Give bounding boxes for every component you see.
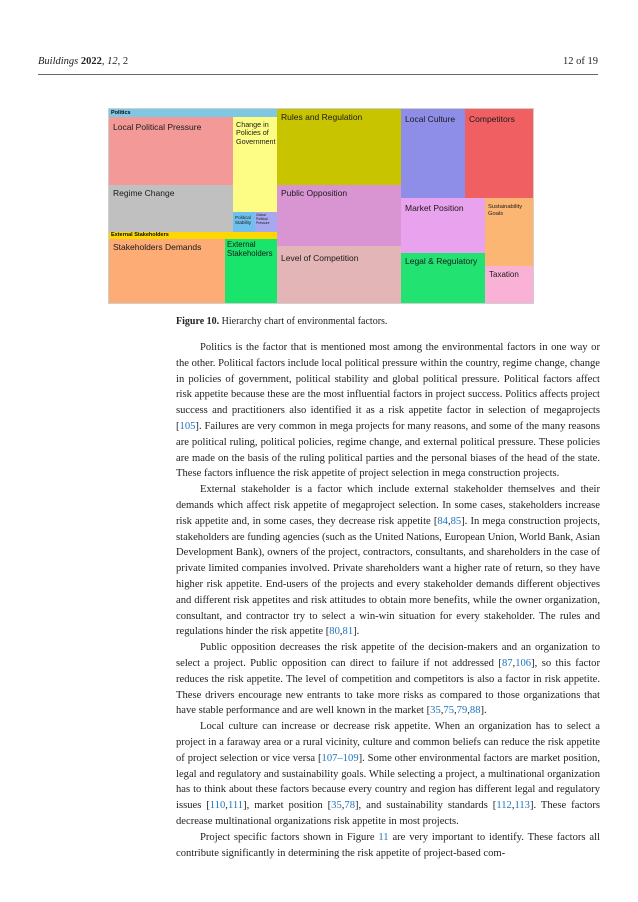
body-paragraph — [176, 340, 600, 482]
paragraph-text: , — [341, 800, 345, 812]
paragraph-text: , — [511, 800, 515, 812]
paragraph-text: ]. — [353, 626, 360, 638]
cell-regime-change: Regime Change — [109, 185, 233, 232]
cell-taxation: Taxation — [485, 266, 533, 303]
journal-citation: Buildings 2022, 12, 2 — [38, 56, 129, 67]
figure-caption — [176, 316, 387, 327]
cell-external-stakeholders: External Stakeholders — [225, 239, 277, 303]
citation-link[interactable]: 88 — [469, 705, 481, 717]
paragraph-text: ]. — [480, 705, 487, 717]
paragraph-text: , — [454, 705, 457, 717]
external-stakeholders-group-header: External Stakeholders — [109, 232, 277, 239]
running-header — [38, 56, 598, 72]
politics-group-header: Politics — [109, 109, 533, 117]
citation-link[interactable]: 35 — [331, 800, 342, 812]
paragraph-text: , — [339, 626, 343, 638]
paragraph-text: External stakeholder is a factor which include external stakeholder themselves and their demands which affect risk appetite of megaproject selection. In some cases, stakeholders increase risk appetite and, in some cases, they decrease risk appetite [ — [176, 484, 600, 527]
paragraph-text: Project specific factors shown in Figure — [200, 831, 379, 843]
citation-link[interactable]: 78 — [344, 800, 356, 812]
cell-local-political-pressure: Local Political Pressure — [109, 117, 233, 185]
cell-market-position: Market Position — [401, 198, 485, 253]
cell-public-opposition: Public Opposition — [277, 185, 401, 246]
citation-link[interactable]: 79 — [456, 705, 468, 717]
paragraph-text: , — [225, 800, 228, 812]
citation-link[interactable]: 75 — [443, 705, 454, 717]
body-paragraph — [176, 640, 600, 719]
cell-change-in-policies: Change in Policies of Government — [233, 117, 277, 212]
citation-link[interactable]: 113 — [514, 800, 530, 812]
body-paragraph — [176, 719, 600, 830]
paragraph-text: ], and sustainability standards [ — [355, 800, 497, 812]
paragraph-text: , — [440, 705, 444, 717]
citation-link[interactable]: 112 — [496, 800, 512, 812]
body-text — [176, 340, 600, 861]
cell-legal-and-regulatory: Legal & Regulatory — [401, 253, 485, 303]
paragraph-text: Politics is the factor that is mentioned most among the environmental factors in one way or the other. Political factors include local political pressure within the country, regime change, change in policies of government, political stability and global political pressure. Political factors affect risk appetite because these are the most influential factors in project success. Politics affects project success and practitioners also identified it as a risk appetite factor in selection of megaprojects [ — [176, 342, 600, 432]
citation-link[interactable]: 84 — [437, 515, 448, 527]
paragraph-text: , — [512, 657, 516, 669]
citation-link[interactable]: 111 — [227, 800, 244, 812]
paragraph-text: ]. In mega construction projects, stakeholders are funding agencies (such as the United Nations, European Union, World Bank, Asian Development Bank), owners of the project, contractors, consultants, and shareholders in the case of private limited companies involved. Private shareholders want a higher rate of return, so they have higher risk appetite. End-users of the projects and every stakeholder demands different objectives and different risk appetites and risk attitudes to obtain more benefits, while the owner organization, consultant, and contractor try to select a win-win situation for every stakeholder. The rules and regulations hinder the risk appetite [ — [176, 515, 600, 638]
citation-link[interactable]: 35 — [430, 705, 441, 717]
citation-link[interactable]: 80 — [329, 626, 340, 638]
body-paragraph — [176, 830, 600, 862]
cell-competitors: Competitors — [465, 109, 533, 198]
citation-link[interactable]: 87 — [501, 657, 513, 669]
figure-caption-text: Hierarchy chart of environmental factors. — [221, 316, 388, 327]
citation-link[interactable]: 110 — [209, 800, 226, 812]
cell-stakeholders-demands: Stakeholders Demands — [109, 239, 225, 303]
cell-sustainability-goals: Sustainability Goals — [485, 198, 533, 266]
citation-link[interactable]: 106 — [515, 657, 532, 669]
paragraph-text: , — [467, 705, 470, 717]
paragraph-text: ], so this factor reduces the risk appetite. The level of competition and competitors is also a factor in risk appetite. These drivers encourage new entrants to take more risks as compared to those organizations that have stable performance and are well known in the market [ — [176, 657, 600, 717]
paragraph-text: ]. These factors decrease multinational organizations risk appetite in most projects. — [176, 800, 600, 827]
cell-political-stability: Political Stability — [233, 212, 255, 232]
header-rule — [38, 74, 598, 75]
body-paragraph — [176, 482, 600, 640]
figure-label: Figure 10. — [176, 316, 220, 327]
citation-link[interactable]: 11 — [378, 831, 389, 843]
hierarchy-chart — [108, 108, 534, 304]
paragraph-text: ], market position [ — [243, 800, 332, 812]
paragraph-text: Public opposition decreases the risk appetite of the decision-makers and an organization to select a project. Public opposition can direct to failure if not addressed [ — [176, 642, 600, 669]
citation-link[interactable]: 85 — [450, 515, 462, 527]
page-number: 12 of 19 — [563, 56, 598, 67]
citation-link[interactable]: 81 — [342, 626, 354, 638]
paragraph-text: are very important to identify. These factors all contribute significantly in determining the risk appetite of project-based com- — [176, 831, 600, 859]
citation-link[interactable]: 105 — [179, 420, 196, 432]
cell-rules-and-regulation: Rules and Regulation — [277, 109, 401, 185]
citation-link[interactable]: 107–109 — [321, 752, 359, 764]
cell-level-of-competition: Level of Competition — [277, 246, 401, 303]
paragraph-text: Local culture can increase or decrease risk appetite. When an organization has to select a project in a faraway area or a rural vicinity, culture and common beliefs can reduce the risk appetite of project selection or vice versa [ — [176, 721, 600, 764]
cell-global-political-pressure: Global Political Pressure — [255, 212, 277, 232]
paragraph-text: ]. Failures are very common in mega projects for many reasons, and some of the many reasons are political ruling, political policies, regime change, and external political pressure. These policies are made on the basis of the ruling political parties and the personal biases of the head of the state. These factors influence the risk appetite of project selection in mega construction projects. — [176, 420, 600, 480]
paragraph-text: , — [447, 515, 451, 527]
paragraph-text: ]. Some other environmental factors are market position, legal and regulatory and sustainability goals. While selecting a project, a multinational organization has to think about these factors because every country and region has different legal and regulatory issues [ — [176, 752, 600, 812]
cell-local-culture: Local Culture — [401, 109, 465, 198]
